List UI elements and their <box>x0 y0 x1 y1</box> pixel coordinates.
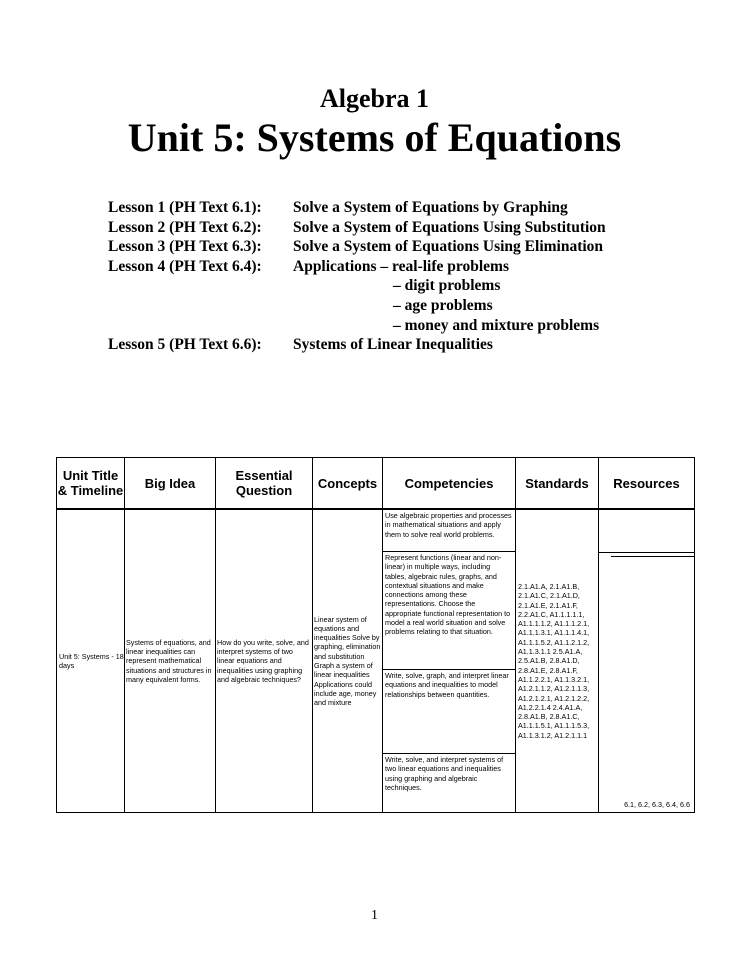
table-row <box>57 509 695 813</box>
lesson-item <box>108 198 606 218</box>
standards-text: 2.1.A1.A, 2.1.A1.B, 2.1.A1.C, 2.1.A1.D, 2.1.A1.E, 2.1.A1.F, 2.2.A1.C, A1.1.1.1.1, A1.1.1.1.2, A1.1.1.2.1, A1.1.1.3.1, A1.1.1.4.1, A1.1.1.5.2, A1.1.2.1.2, A1.1.3.1.1 2.5.A1.A, 2.5.A1.B, 2.8.A1.D, 2.8.A1.E, 2.8.A1.F, A1.1.2.2.1, A1.1.3.2.1, A1.2.1.1.2, A1.2.1.1.3, A1.2.1.2.1, A1.2.1.2.2, A1.2.2.1.4 2.4.A1.A, 2.8.A1.B, 2.8.A1.C, A1.1.1.5.1, A1.1.1.5.3, A1.1.3.1.2, A1.2.1.1.1 <box>518 581 590 740</box>
lesson-number: Lesson 5 (PH Text 6.6): <box>108 336 262 354</box>
competency-item: Write, solve, graph, and interpret linear equations and inequalities to model relationships between quantities. <box>383 670 515 754</box>
big-idea-text: Systems of equations, and linear inequalities can represent mathematical situations and structures in many equivalent forms. <box>126 637 212 684</box>
competency-item: Use algebraic properties and processes in mathematical situations and apply them to solve real world problems. <box>383 510 515 552</box>
concepts-text: Linear system of equations and inequalities Solve by graphing, elimination and substitution Graph a system of linear inequalities Applications could include age, money and mixture <box>314 614 381 708</box>
lesson-title: Solve a System of Equations by Graphing <box>293 199 568 216</box>
applications-sub-item <box>108 316 606 336</box>
resources-text: 6.1, 6.2, 6.3, 6.4, 6.6 <box>624 800 690 809</box>
cell-standards <box>516 509 599 813</box>
applications-sub-text: – money and mixture problems <box>393 316 600 334</box>
cell-competencies <box>383 509 516 813</box>
lesson-item <box>108 237 606 257</box>
lesson-title: Applications – real-life problems <box>293 257 509 275</box>
resources-divider <box>611 556 694 557</box>
lesson-list <box>108 198 606 355</box>
lesson-item <box>108 257 606 277</box>
applications-sub-text: – age problems <box>393 296 493 314</box>
lesson-title: Solve a System of Equations Using Substitution <box>293 218 606 236</box>
lesson-number: Lesson 4 (PH Text 6.4): <box>108 257 262 275</box>
cell-big-idea <box>125 509 216 813</box>
header-essential-question: Essential Question <box>216 458 313 510</box>
lesson-title: Solve a System of Equations Using Elimination <box>293 238 604 256</box>
page-number: 1 <box>371 908 378 923</box>
header-standards: Standards <box>516 458 599 510</box>
unit-title: Unit 5: Systems of Equations <box>127 115 622 160</box>
applications-sub-item <box>108 296 606 316</box>
header-resources: Resources <box>599 458 695 510</box>
course-title: Algebra 1 <box>319 84 430 113</box>
cell-concepts <box>313 509 383 813</box>
resources-divider <box>599 552 694 553</box>
applications-sub-text: – digit problems <box>393 277 501 295</box>
lesson-number: Lesson 2 (PH Text 6.2): <box>108 218 262 236</box>
unit-title-text: Unit 5: Systems - 18 days <box>59 651 124 670</box>
header-competencies: Competencies <box>383 458 516 510</box>
lesson-title: Systems of Linear Inequalities <box>293 336 493 354</box>
header-big-idea: Big Idea <box>125 458 216 510</box>
essential-question-text: How do you write, solve, and interpret systems of two linear equations and inequalities using graphing and algebraic techniques? <box>217 637 309 684</box>
cell-essential-question <box>216 509 313 813</box>
cell-unit-title <box>57 509 125 813</box>
competency-item: Write, solve, and interpret systems of two linear equations and inequalities using graphing and algebraic techniques. <box>385 755 504 792</box>
header-concepts: Concepts <box>313 458 383 510</box>
lesson-item <box>108 335 606 355</box>
unit-plan-table <box>56 457 695 813</box>
lesson-number: Lesson 3 (PH Text 6.3): <box>108 238 262 256</box>
lesson-item <box>108 218 606 238</box>
competency-item: Represent functions (linear and non-linear) in multiple ways, including tables, algebraic rules, graphs, and contextual situations and make connections among these representations. Choose the appropriate functional representation to model a real world situation and solve problems relating to that situation. <box>383 552 515 670</box>
table-header-row <box>57 458 695 510</box>
lesson-number: Lesson 1 (PH Text 6.1): <box>108 199 262 216</box>
cell-resources <box>599 509 695 813</box>
header-unit-title: Unit Title & Timeline <box>57 458 125 510</box>
applications-sub-item <box>108 276 606 296</box>
